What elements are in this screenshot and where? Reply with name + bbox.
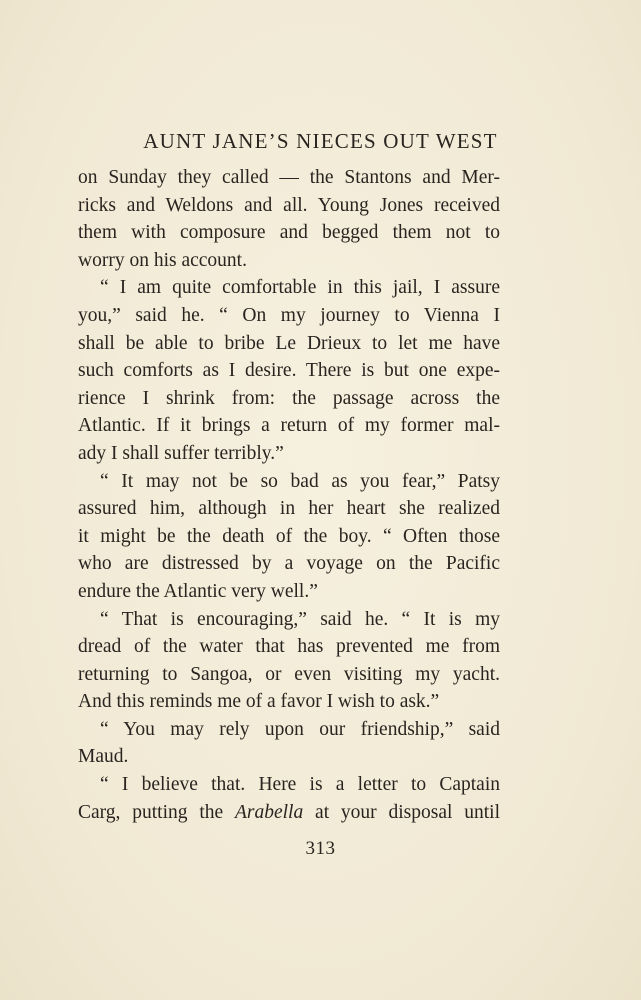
- text-line: who are distressed by a voyage on the Pacific: [78, 553, 500, 575]
- text-line: “ That is encouraging,” said he. “ It is my: [100, 608, 500, 630]
- text-fragment: Carg, putting the: [78, 801, 235, 823]
- text-line: ricks and Weldons and all. Young Jones received: [78, 194, 500, 216]
- text-line: them with composure and begged them not to: [78, 222, 500, 244]
- text-line: returning to Sangoa, or even visiting my yacht.: [78, 663, 500, 685]
- text-line: you,” said he. “ On my journey to Vienna I: [78, 304, 500, 326]
- text-line: And this reminds me of a favor I wish to ask.”: [78, 691, 440, 713]
- text-fragment: at your disposal until: [303, 801, 500, 823]
- text-line: on Sunday they called — the Stantons and Mer-: [78, 167, 500, 188]
- text-line: rience I shrink from: the passage across the: [78, 387, 500, 409]
- text-line: “ It may not be so bad as you fear,” Patsy: [100, 470, 500, 492]
- text-line: “ I am quite comfortable in this jail, I assure: [100, 277, 500, 299]
- text-line: Maud.: [78, 746, 129, 768]
- text-line: dread of the water that has prevented me from: [78, 636, 500, 658]
- text-line: [78, 799, 500, 827]
- text-line: it might be the death of the boy. “ Often those: [78, 525, 500, 547]
- text-line: endure the Atlantic very well.”: [78, 580, 318, 602]
- page-number: 313: [305, 838, 336, 859]
- text-line: ady I shall suffer terribly.”: [78, 442, 284, 464]
- text-line: assured him, although in her heart she realized: [78, 498, 500, 520]
- text-line: worry on his account.: [78, 249, 247, 271]
- text-line: “ You may rely upon our friendship,” said: [100, 718, 500, 740]
- body-text: [78, 164, 500, 826]
- running-head: AUNT JANE’S NIECES OUT WEST: [143, 129, 498, 153]
- text-line: such comforts as I desire. There is but one expe-: [78, 360, 500, 382]
- text-line: Atlantic. If it brings a return of my former mal-: [78, 415, 500, 437]
- text-line: “ I believe that. Here is a letter to Captain: [100, 774, 500, 796]
- text-line: shall be able to bribe Le Drieux to let me have: [78, 332, 500, 354]
- ship-name: Arabella: [234, 801, 304, 823]
